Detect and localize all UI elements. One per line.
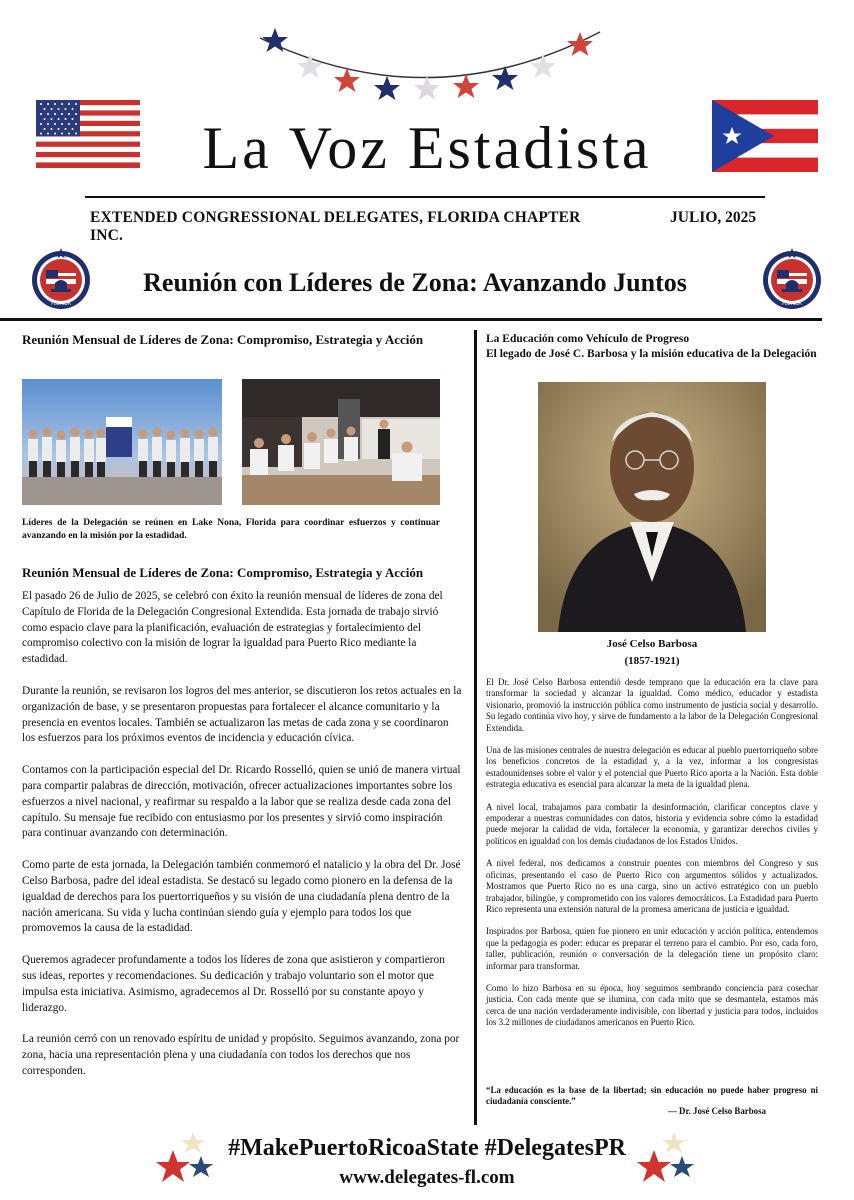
article-title: Reunión Mensual de Líderes de Zona: Compromiso, Estrategia y Acción [22, 565, 424, 580]
star-bunting-decoration [250, 10, 610, 110]
star-icon [530, 54, 556, 78]
right-section-heading [486, 332, 826, 362]
left-article-body [22, 589, 462, 1096]
seal-text: FLORIDA [782, 302, 802, 307]
footer-website-link[interactable]: www.delegates-fl.com [339, 1167, 515, 1188]
article-paragraph: Durante la reunión, se revisaron los logros del mes anterior, se discutieron los retos actuales en la organización de base, y se presentaron propuestas para fortalecer el alcance comunitario y la presencia en eventos locales. También se actualizaron las metas de cada zona y se coordinaron los esfuerzos para los próximos eventos de incidencia y educación cívica. [22, 684, 462, 745]
column-divider [474, 330, 477, 1125]
newsletter-title: La Voz Estadista [202, 115, 652, 181]
article-paragraph: Inspirados por Barbosa, quien fue pionero en unir educación y acción política, entendemos que la pedagogía es poder: educar es preparar el terreno para el cambio. Por eso, cada foro, taller, publicación, reunión o conversación de la delegación tiene un propósito claro: informar para transformar. [486, 926, 818, 971]
footer-hashtags: #MakePuertoRicoaState #DelegatesPR [228, 1135, 626, 1161]
quote-attribution: — Dr. José Celso Barbosa [667, 1106, 766, 1116]
article-paragraph: Una de las misiones centrales de nuestra delegación es educar al pueblo puertorriqueño sobre los beneficios concretos de la estadidad y, a la vez, informar a los congresistas estadounidenses sobre el valor y el potencial que Puerto Rico aporta a la Nación. Esta doble estrategia educativa es esencial para alcanzar la meta de la igualdad plena. [486, 745, 818, 790]
us-flag-icon [36, 100, 140, 168]
outdoor-group-photo [22, 379, 222, 505]
main-headline: Reunión con Líderes de Zona: Avanzando Juntos [143, 268, 687, 297]
right-section-subtitle: El legado de José C. Barbosa y la misión educativa de la Delegación [486, 348, 817, 360]
photo-caption: Líderes de la Delegación se reúnen en Lake Nona, Florida para coordinar esfuerzos y continuar avanzando en la misión por la estadidad. [22, 518, 440, 541]
delegation-seal-icon [760, 246, 824, 310]
stars-decoration-icon [636, 1130, 696, 1192]
star-icon [453, 74, 479, 98]
organization-name: EXTENDED CONGRESSIONAL DELEGATES, FLORIDA CHAPTER INC. [90, 209, 581, 244]
header-divider [85, 196, 765, 198]
right-section-title: La Educación como Vehículo de Progreso [486, 333, 690, 345]
star-icon [414, 76, 440, 100]
star-icon [567, 32, 593, 56]
issue-date: JULIO, 2025 [670, 209, 757, 226]
article-paragraph: Como parte de esta jornada, la Delegación también conmemoró el natalicio y la obra del Dr. José Celso Barbosa, padre del ideal estadista. Se destacó su legado como pionero en la defensa de la igualdad de derechos para los puertorriqueños y su visión de una ciudadanía plena dentro de la nación americana. Su vida y lucha continúan siendo guía y ejemplo para todos los que promovemos la causa de la estadidad. [22, 859, 461, 935]
left-section-title: Reunión Mensual de Líderes de Zona: Compromiso, Estrategia y Acción [22, 332, 424, 347]
article-paragraph: Contamos con la participación especial del Dr. Ricardo Rosselló, quien se unió de manera virtual para compartir palabras de dirección, motivación, ofrecer actualizaciones importantes sobre los esfuerzos a nivel nacional, y reafirmar su respaldo a la labor que se realiza desde cada zona del capítulo. Su mensaje fue recibido con entusiasmo por los presentes y sirvió como inspiración para continuar avanzando con determinación. [22, 764, 461, 840]
barbosa-portrait [538, 382, 766, 632]
portrait-caption [538, 636, 766, 670]
star-icon [334, 68, 360, 92]
puerto-rico-flag-icon [712, 100, 818, 172]
bunting-stars [262, 28, 593, 100]
article-paragraph: A nivel local, trabajamos para combatir la desinformación, clarificar conceptos clave y empoderar a nuestras comunidades con datos, historia y evidencia sobre cómo la estadidad puede mejorar la calidad de vida, fortalecer la economía, y garantizar derechos civiles y políticos en igualdad con los demás ciudadanos de los Estados Unidos. [486, 801, 818, 846]
portrait-years: (1857-1921) [624, 655, 680, 667]
portrait-name: José Celso Barbosa [606, 638, 698, 650]
article-paragraph: A nivel federal, nos dedicamos a construir puentes con miembros del Congreso y sus oficinas, presentando el caso de Puerto Rico con argumentos sólidos y actualizados. Mostramos que Puerto Rico no es una carga, sino un activo estratégico con un pueblo trabajador, bilingüe, y comprometido con los valores democráticos. La Estadidad para Puerto Rico representa una extensión natural de la promesa americana de justicia e igualdad. [486, 858, 818, 914]
article-paragraph: El Dr. José Celso Barbosa entendió desde temprano que la educación era la clave para transformar la sociedad y alcanzar la igualdad. Como médico, educador y estadista visionario, promovió la instrucción pública como instrumento de justicia social y desarrollo. Su legado continúa vivo hoy, y sirve de fundamento a la labor de la Delegación Congresional Extendida. [486, 677, 818, 733]
article-paragraph: Queremos agradecer profundamente a todos los líderes de zona que asistieron y compartieron sus ideas, reportes y recomendaciones. Su dedicación y trabajo voluntario son el motor que impulsa esta iniciativa. Asimismo, agradecemos al Dr. Rosselló por su constante apoyo y liderazgo. [22, 954, 445, 1014]
article-paragraph: El pasado 26 de Julio de 2025, se celebró con éxito la reunión mensual de líderes de zona del Capítulo de Florida de la Delegación Congresional Extendida. Esta jornada de trabajo sirvió como espacio clave para la planificación, evaluación de estrategias y fortalecimiento del compromiso colectivo con la misión de lograr la igualdad para Puerto Rico mediante la estadidad. [22, 590, 443, 666]
barbosa-quote: “La educación es la base de la libertad; sin educación no puede haber progreso ni ciudadanía consciente.” [486, 1085, 818, 1106]
right-article-body [486, 677, 818, 1040]
indoor-meeting-photo [242, 379, 440, 505]
star-icon [297, 54, 323, 78]
delegation-seal-icon [29, 246, 93, 310]
headline-divider [0, 318, 822, 321]
star-icon [374, 76, 400, 100]
seal-text: FLORIDA [51, 302, 71, 307]
article-paragraph: La reunión cerró con un renovado espíritu de unidad y propósito. Seguimos avanzando, zona por zona, hacia una representación plena y una ciudadanía con todos los derechos que nos corresponden. [22, 1033, 460, 1077]
article-paragraph: Como lo hizo Barbosa en su época, hoy seguimos sembrando conciencia para cosechar justicia. Con cada mente que se ilumina, con cada mito que se desmantela, estamos más cerca de una nación verdaderamente indivisible, con libertad y justicia para todos, incluidos los 3.2 millones de ciudadanos americanos en Puerto Rico. [486, 982, 818, 1028]
